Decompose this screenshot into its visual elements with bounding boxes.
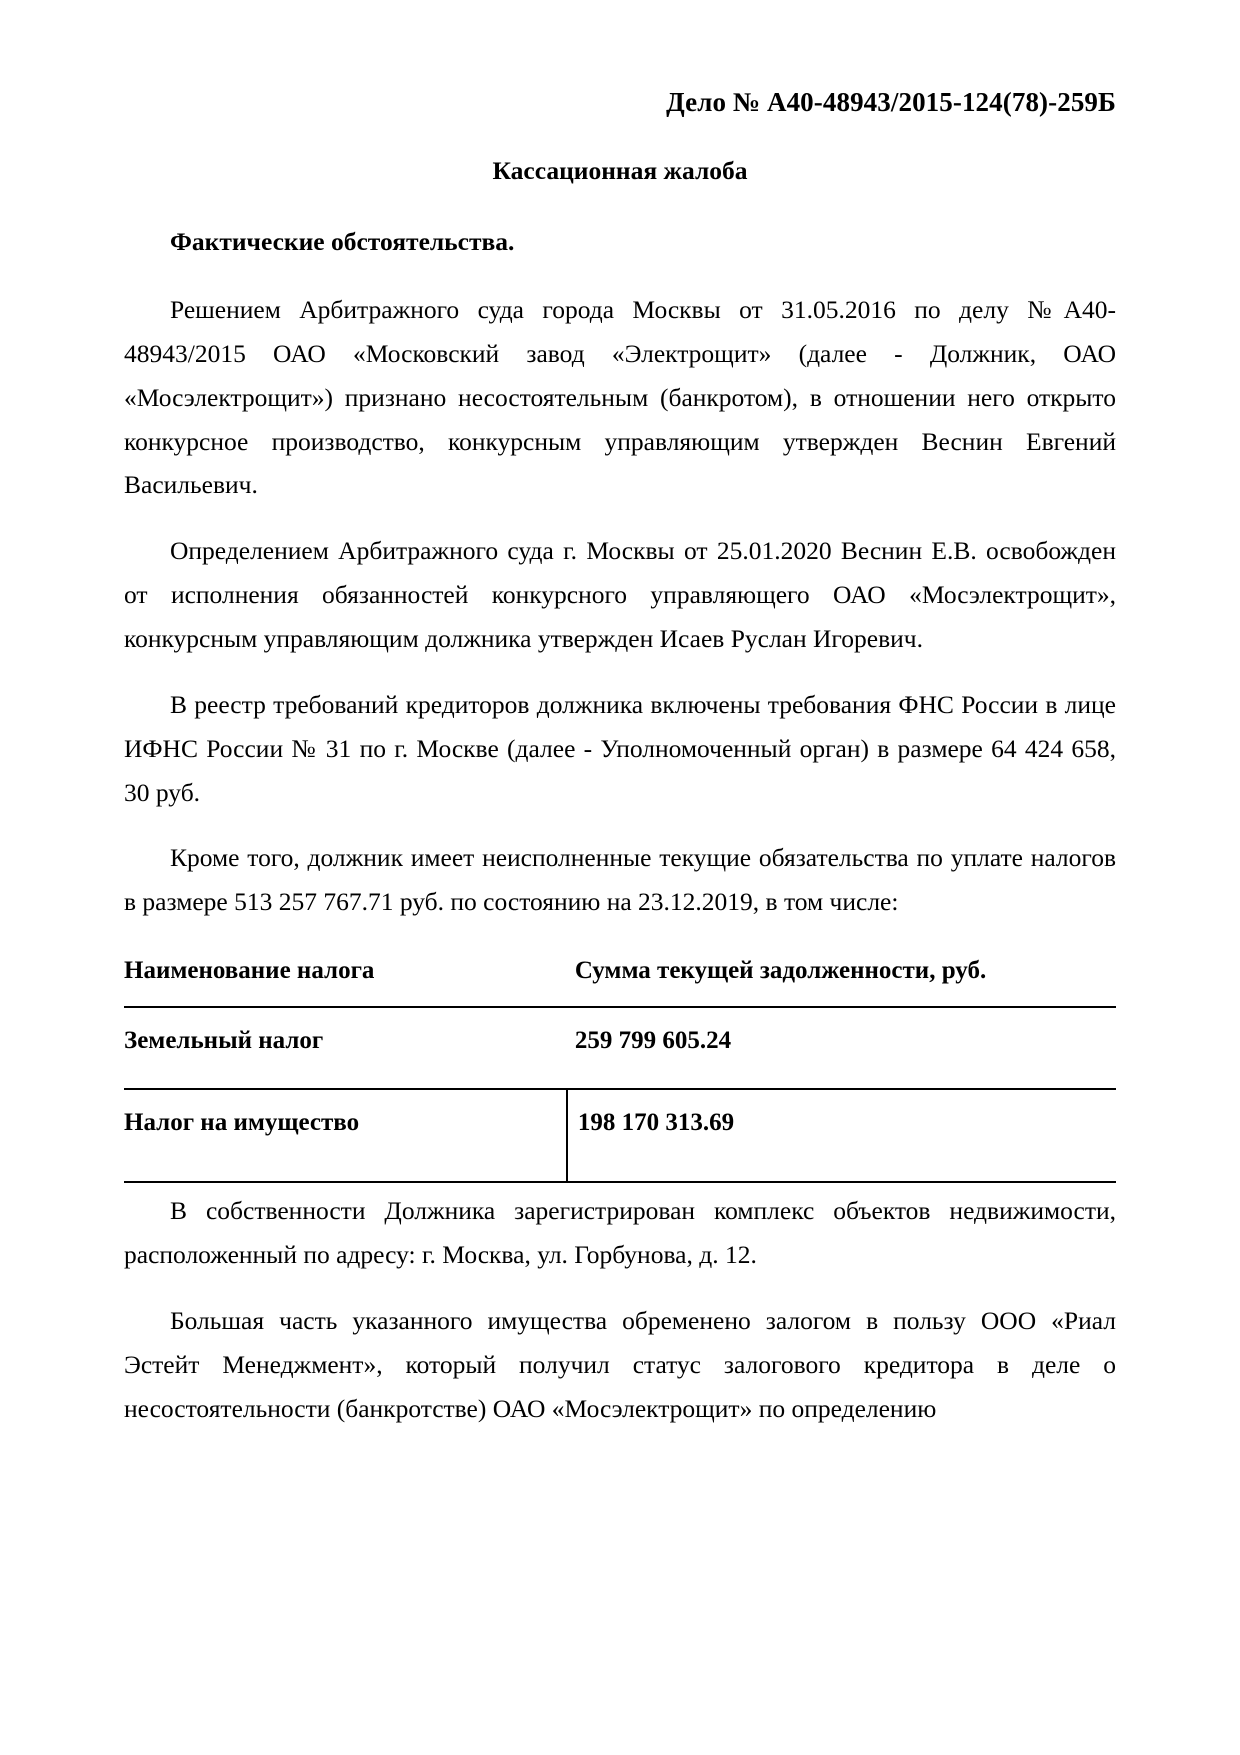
table-cell-tax-name: Налог на имущество — [124, 1089, 567, 1183]
paragraph-manager-replacement: Определением Арбитражного суда г. Москвы от 25.01.2020 Веснин Е.В. освобожден от исполнения обязанностей конкурсного управляющего ОАО «Мосэлектрощит», конкурсным управляющим должника утвержден Исаев Руслан Игоревич. — [124, 536, 1116, 654]
table-header-row — [124, 954, 1116, 1007]
paragraph-pledge-creditor: Большая часть указанного имущества обременено залогом в пользу ООО «Риал Эстейт Менеджмент», который получил статус залогового кредитора в деле о несостоятельности (банкротстве) ОАО «Мосэлектрощит» по определению — [124, 1306, 1116, 1423]
case-number-header: Дело № А40-48943/2015-124(78)-259Б — [666, 87, 1116, 117]
table-cell-tax-sum: 259 799 605.24 — [567, 1007, 1116, 1089]
table-header-tax-sum: Сумма текущей задолженности, руб. — [567, 954, 1116, 1007]
document-title: Кассационная жалоба — [492, 155, 748, 185]
paragraph-current-tax-obligations: Кроме того, должник имеет неисполненные текущие обязательства по уплате налогов в размере 513 257 767.71 руб. по состоянию на 23.12.2019, в том числе: — [124, 843, 1116, 917]
paragraph-creditors-registry: В реестр требований кредиторов должника включены требования ФНС России в лице ИФНС России № 31 по г. Москве (далее - Уполномоченный орган) в размере 64 424 658, 30 руб. — [124, 689, 1116, 807]
paragraph-court-decision: Решением Арбитражного суда города Москвы от 31.05.2016 по делу №А40-48943/2015 ОАО «Московский завод «Электрощит» (далее - Должник, ОАО «Мосэлектрощит») признано несостоятельным (банкротом), в отношении него открыто конкурсное производство, конкурсным управляющим утвержден Веснин Евгений Васильевич. — [124, 295, 1116, 500]
tax-debt-table — [124, 954, 1116, 1183]
table-row — [124, 1007, 1116, 1089]
table-header-tax-name: Наименование налога — [124, 954, 567, 1007]
table-cell-tax-sum: 198 170 313.69 — [567, 1089, 1116, 1183]
paragraph-property-complex: В собственности Должника зарегистрирован комплекс объектов недвижимости, расположенный по адресу: г. Москва, ул. Горбунова, д. 12. — [124, 1196, 1116, 1270]
table-cell-tax-name: Земельный налог — [124, 1007, 567, 1089]
table-row — [124, 1089, 1116, 1183]
section-heading-facts: Фактические обстоятельства. — [170, 226, 515, 256]
